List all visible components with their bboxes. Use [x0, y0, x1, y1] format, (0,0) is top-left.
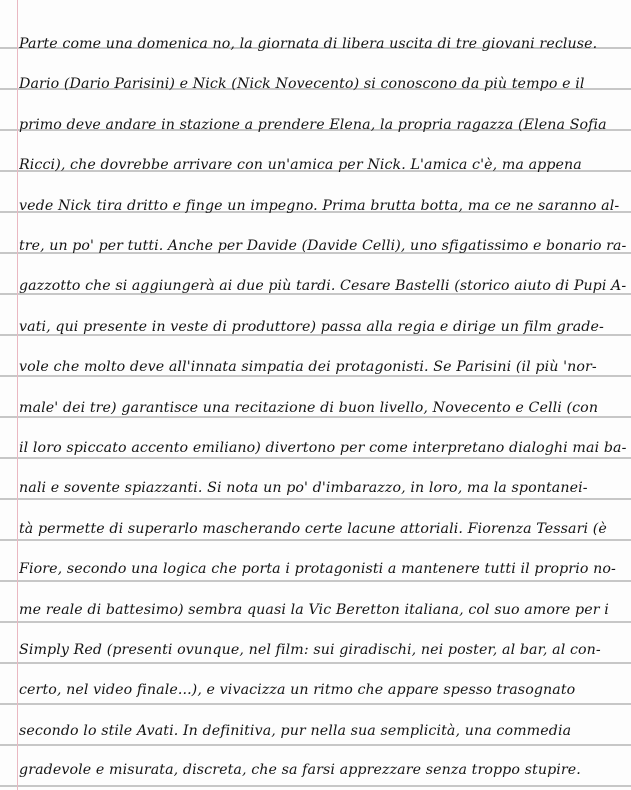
text-line-16: Simply Red (presenti ovunque, nel film: sui giradischi, nei poster, al bar, al con-	[19, 642, 601, 658]
text-line-4: Ricci), che dovrebbe arrivare con un'amica per Nick. L'amica c'è, ma appena	[19, 157, 582, 173]
text-line-10: male' dei tre) garantisce una recitazione di buon livello, Novecento e Celli (con	[19, 400, 599, 416]
text-line-5: vede Nick tira dritto e finge un impegno. Prima brutta botta, ma ce ne saranno al-	[19, 198, 620, 214]
text-line-2: Dario (Dario Parisini) e Nick (Nick Novecento) si conoscono da più tempo e il	[19, 76, 585, 92]
text-line-12: nali e sovente spiazzanti. Si nota un po' d'imbarazzo, in loro, ma la spontanei-	[19, 480, 588, 496]
text-line-13: tà permette di superarlo mascherando certe lacune attoriali. Fiorenza Tessari (è	[19, 521, 607, 537]
text-line-7: gazzotto che si aggiungerà ai due più tardi. Cesare Bastelli (storico aiuto di Pupi A-	[19, 278, 627, 294]
text-line-15: me reale di battesimo) sembra quasi la Vic Beretton italiana, col suo amore per i	[19, 602, 609, 618]
text-line-3: primo deve andare in stazione a prendere Elena, la propria ragazza (Elena Sofia	[19, 117, 607, 133]
text-line-17: certo, nel video finale...), e vivacizza un ritmo che appare spesso trasognato	[19, 682, 576, 698]
text-line-11: il loro spiccato accento emiliano) divertono per come interpretano dialoghi mai ba-	[19, 440, 627, 456]
text-line-9: vole che molto deve all'innata simpatia dei protagonisti. Se Parisini (il più 'nor-	[19, 359, 597, 375]
text-line-19: gradevole e misurata, discreta, che sa farsi apprezzare senza troppo stupire.	[19, 762, 581, 778]
text-line-1: Parte come una domenica no, la giornata di libera uscita di tre giovani recluse.	[19, 36, 598, 52]
text-line-8: vati, qui presente in veste di produttore) passa alla regia e dirige un film grade-	[19, 319, 604, 335]
text-line-18: secondo lo stile Avati. In definitiva, pur nella sua semplicità, una commedia	[19, 723, 572, 739]
text-line-14: Fiore, secondo una logica che porta i protagonisti a mantenere tutti il proprio no-	[19, 561, 616, 577]
text-line-6: tre, un po' per tutti. Anche per Davide (Davide Celli), uno sfigatissimo e bonario ra-	[19, 238, 627, 254]
